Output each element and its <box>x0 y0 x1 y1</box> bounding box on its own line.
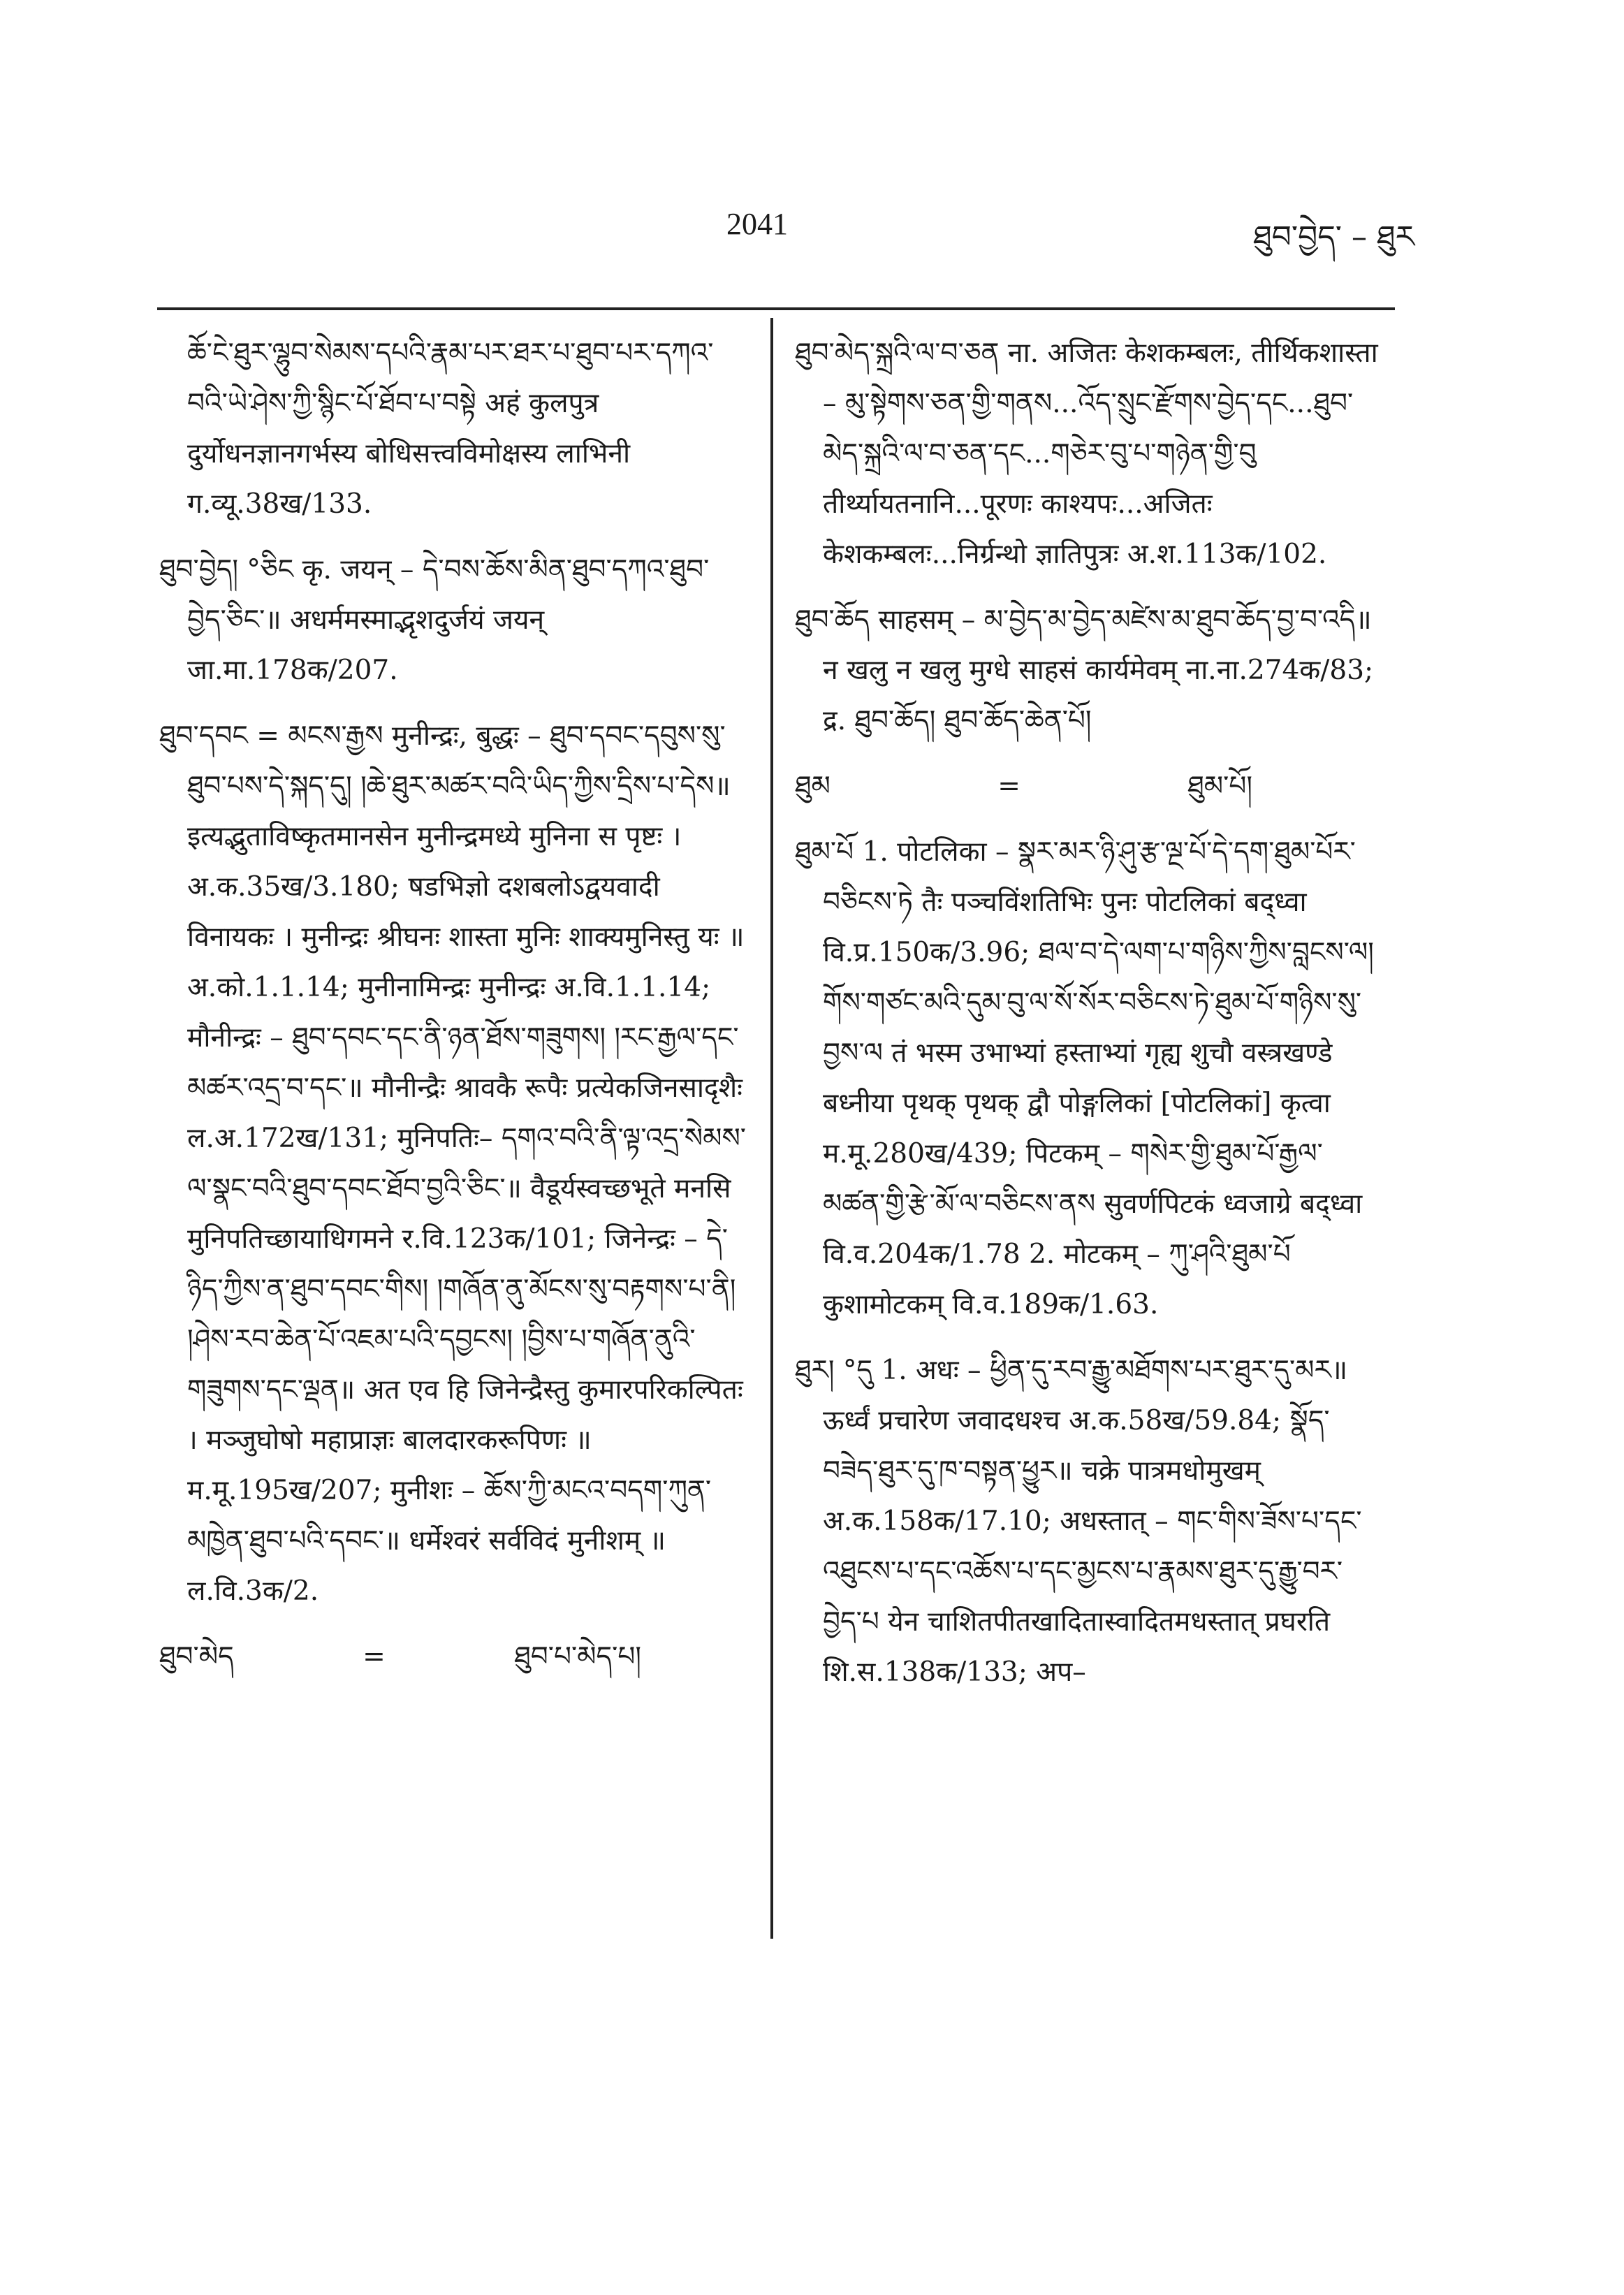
xref-headword: ཐུམ <box>795 771 831 802</box>
xref-target: ཐུབ་པ་མེད་པ། <box>514 1641 641 1673</box>
cross-reference-thub-med <box>159 1632 746 1682</box>
xref-headword: ཐུབ་མེད <box>159 1641 234 1673</box>
entry-text: ཐུབ་མེད་སྐྲའི་ལ་བ་ཅན ना. अजितः केशकम्बलः, तीर्थिकशास्ता – མུ་སྟེགས་ཅན་གྱི་གནས...འོད་སྲུང་རྫོགས་བྱེད་དང...ཐུབ་མེད་སྐྲའི་ལ་བ་ཅན་དང...གཅེར་བུ་པ་གཉེན་གྱི་བུ तीर्थ्यायतनानि...पूरणः काश्यपः...अजितः केशकम्बलः...निर्ग्रन्थो ज्ञातिपुत्रः अ.श.113क/102. <box>795 337 1378 570</box>
running-head: ཐུབ་བྱེད་ – ཐུར <box>1253 219 1414 255</box>
entry-text: ཐུབ་དབང = མངས་རྒྱས मुनीन्द्रः, बुद्धः – ཐུབ་དབང་དབུས་སུ་ཐུབ་པས་དེ་སྐད་དུ། །ཆེ་ཐུར་མཚར་བའི་ཡིད་ཀྱིས་དྲིས་པ་དེས॥ इत्यद्भुताविष्कृतमानसेन मुनीन्द्रमध्ये मुनिना स पृष्टः । अ.क.35ख/3.180; षडभिज्ञो दशबलोऽद्वयवादी विनायकः । मुनीन्द्रः श्रीघनः शास्ता मुनिः शाक्यमुनिस्तु यः ॥ अ.को.1.1.14; मुनीनामिन्द्रः मुनीन्द्रः अ.वि.1.1.14; मौनीन्द्रः – ཐུབ་དབང་དང་ནི་ཉན་ཐོས་གཟུགས། །རང་རྒྱལ་དང་མཚར་འདྲ་བ་དང་॥ मौनीन्द्रैः श्रावकै रूपैः प्रत्येकजिनसादृशैः ल.अ.172ख/131; मुनिपतिः– དགའ་བའི་ནི་ལྟ་འདྲ་སེམས་ལ་སྣང་བའི་ཐུབ་དབང་ཐོབ་བྱའི་ཅིང་॥ वैडूर्यस्वच्छभूते मनसि मुनिपतिच्छायाधिगमने र.वि.123क/101; जिनेन्द्रः – དེ་ཉིད་ཀྱིས་ན་ཐུབ་དབང་གིས། །གཞོན་ནུ་མོངས་སུ་བརྟགས་པ་ནི། །ཤེས་རབ་ཆེན་པོ་འཇམ་པའི་དབྱངས། །བྱིས་པ་གཞོན་ནུའི་གཟུགས་དང་ལྡན॥ अत एव हि जिनेन्द्रैस्तु कुमारपरिकल्पितः । मञ्जुघोषो महाप्राज्ञः बालदारकरूपिणः ॥ म.मू.195ख/207; मुनीशः – ཆོས་ཀྱི་མངའ་བདག་ཀུན་མཁྱེན་ཐུབ་པའི་དབང་॥ धर्मेश्वरं सर्वविदं मुनीशम् ॥ ल.वि.3क/2. <box>159 720 746 1607</box>
dictionary-entry-thum-po <box>795 827 1378 1330</box>
header-rule <box>157 307 1395 310</box>
dictionary-entry-thub-med-skra <box>795 328 1378 580</box>
continued-entry: ཆོ་ངེ་ཐུར་ལྷུབ་སེམས་དཔའི་རྣམ་པར་ཐར་པ་ཐུབ་པར་དཀའ་བའི་ཡེ་ཤེས་ཀྱི་སྙིང་པོ་ཐོབ་པ་བསྟེ अहं कुलपुत्र दुर्योधनज्ञानगर्भस्य बोधिसत्त्वविमोक्षस्य लाभिनी ग.व्यू.38ख/133. <box>187 337 714 520</box>
xref-equals: = <box>997 771 1021 802</box>
dictionary-entry-thub-chod <box>795 595 1378 746</box>
entry-text: ཐུབ་བྱེད། °ཅིང कृ. जयन् – དེ་བས་ཆོས་མིན་ཐུབ་དཀའ་ཐུབ་བྱེད་ཅིང་॥ अधर्ममस्माद्भृशदुर्जयं जयन् जा.मा.178क/207. <box>159 554 710 686</box>
right-column <box>795 328 1378 1713</box>
xref-equals: = <box>363 1641 386 1673</box>
page-number: 2041 <box>726 207 788 241</box>
left-column <box>159 328 746 1682</box>
entry-text: ཐུབ་ཆོད साहसम् – མ་བྱེད་མ་བྱེད་མཛེས་མ་ཐུབ་ཆོད་བྱ་བ་འདི॥ न खलु न खलु मुग्धे साहसं कार्यमेवम् ना.ना.274क/83; द्र. ཐུབ་ཆོད། ཐུབ་ཆོད་ཆེན་པོ། <box>795 604 1374 736</box>
column-divider <box>770 318 773 1939</box>
dictionary-entry-thur <box>795 1346 1378 1698</box>
dictionary-entry-thub-dbang <box>159 711 746 1617</box>
cross-reference-thum <box>795 762 1378 812</box>
entry-text: ཐུམ་པོ 1. पोटलिका – སྣར་མར་ཉི་ཤུ་རྩ་ལྔ་པོ་དེ་དག་ཐུམ་པོར་བཅིངས་ཏེ तैः पञ्चविंशतिभिः पुनः पोटलिकां बद्ध्वा वि.प्र.150क/3.96; ཐལ་བ་དེ་ལག་པ་གཉིས་ཀྱིས་བླངས་ལ། གོས་གཙང་མའི་དུམ་བུ་ལ་སོ་སོར་བཅིངས་ཏེ་ཐུམ་པོ་གཉིས་སུ་བྱས་ལ तं भस्म उभाभ्यां हस्ताभ्यां गृह्य शुचौ वस्त्रखण्डे बध्नीया पृथक् पृथक् द्वौ पोङ्गलिकां [पोटलिकां] कृत्वा म.मू.280ख/439; पिटकम् – གསེར་གྱི་ཐུམ་པོ་རྒྱལ་མཚན་གྱི་རྩེ་མོ་ལ་བཅིངས་ནས सुवर्णपिटकं ध्वजाग्रे बद्ध्वा वि.व.204क/1.78 2. मोटकम् – ཀུ་ཤའི་ཐུམ་པོ कुशामोटकम् वि.व.189क/1.63. <box>795 836 1374 1320</box>
xref-target: ཐུམ་པོ། <box>1187 771 1252 802</box>
dictionary-entry-thub-byed <box>159 545 746 696</box>
entry-text: ཐུར། °དུ 1. अधः – ཕྱིན་དུ་རབ་རྒྱུ་མཐོགས་པར་ཐུར་དུ་མར॥ ऊर्ध्वं प्रचारेण जवादधश्च अ.क.58ख/59.84; སྣོད་བཟེད་ཐུར་དུ་ཁ་བསྟན་ཕྱུར॥ चक्रे पात्रमधोमुखम् अ.क.158क/17.10; अधस्तात् – གང་གིས་ཟོས་པ་དང་འཐུངས་པ་དང་འཆོས་པ་དང་མྱངས་པ་རྣམས་ཐུར་དུ་རྒྱུ་བར་བྱེད་པ येन चाशितपीतखादितास्वादितमधस्तात् प्रघरति शि.स.138क/133; अप– <box>795 1355 1362 1688</box>
